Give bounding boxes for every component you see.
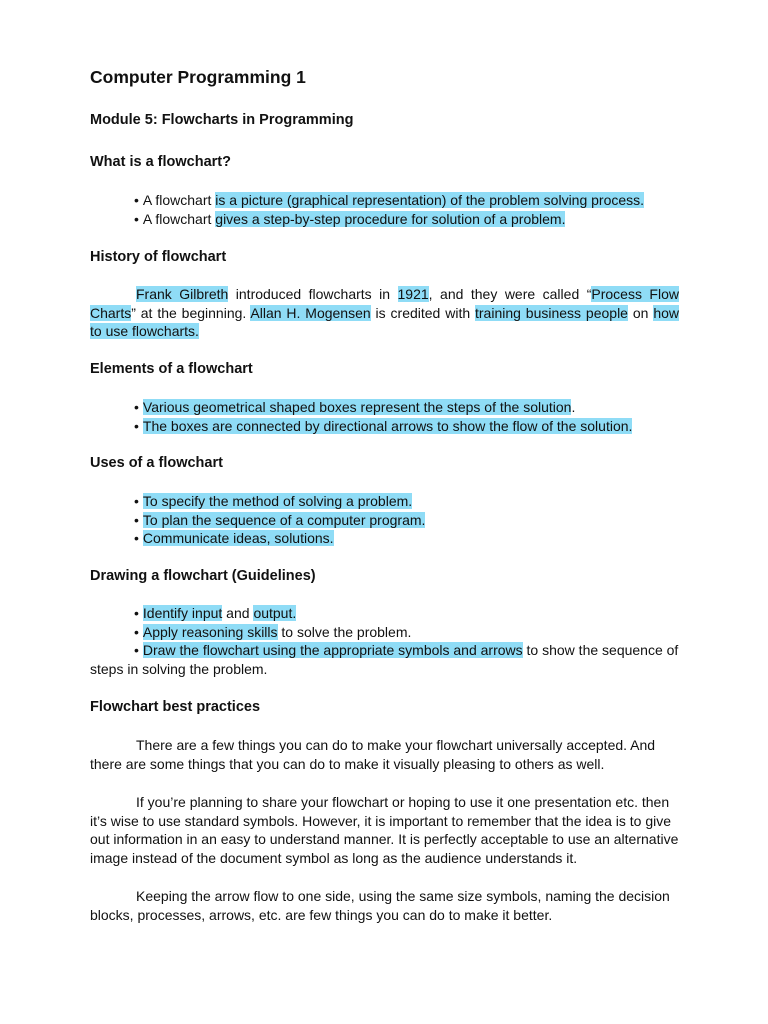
bullet-glyph: • (134, 511, 139, 528)
module-title: Module 5: Flowcharts in Programming (90, 112, 354, 128)
heading-best-practices: Flowchart best practices (90, 699, 261, 715)
list-item: • Various geometrical shaped boxes represent the steps of the solution. (134, 399, 576, 415)
uses-list (90, 492, 679, 548)
document-title: Computer Programming 1 (90, 67, 306, 87)
list-item: • The boxes are connected by directional arrows to show the flow of the solution. (134, 417, 633, 434)
bullet-glyph: • (134, 493, 139, 509)
heading-drawing: Drawing a flowchart (Guidelines) (90, 568, 316, 584)
heading-history: History of flowchart (90, 249, 227, 265)
history-paragraph: Frank Gilbreth introduced flowcharts in 1921, and they were called “Process Flow Charts” at the beginning. Allan H. Mogensen is credited with training business people on how to use flowcharts. (90, 286, 680, 340)
bullet-glyph: • (134, 530, 139, 547)
list-item: • Identify input and output. (134, 605, 297, 621)
list-item: • A flowchart is a picture (graphical representation) of the problem solving process. (134, 192, 645, 208)
bullet-glyph: • (134, 210, 139, 227)
heading-uses: Uses of a flowchart (90, 455, 223, 471)
list-item: • Apply reasoning skills to solve the problem. (134, 623, 412, 640)
elements-list (90, 398, 679, 435)
what-list (90, 191, 679, 228)
bullet-glyph: • (134, 417, 139, 434)
list-item: • Communicate ideas, solutions. (134, 530, 334, 547)
best-paragraph-3: Keeping the arrow flow to one side, using the same size symbols, naming the decision blocks, processes, arrows, etc. are few things you can do to make it better. (90, 888, 670, 923)
list-item: • To specify the method of solving a problem. (134, 493, 413, 509)
bullet-glyph: • (134, 623, 139, 640)
best-paragraph-2: If you’re planning to share your flowchart or hoping to use it one presentation etc. then it’s wise to use standard symbols. However, it is important to remember that the idea is to give out information in an easy to understand manner. It is perfectly acceptable to use an alternative image instead of the document symbol as long as the audience understands it. (90, 794, 679, 866)
list-item: • A flowchart gives a step-by-step procedure for solution of a problem. (134, 210, 566, 227)
best-paragraph-1: There are a few things you can do to make your flowchart universally accepted. And there are some things that you can do to make it visually pleasing to others as well. (90, 737, 656, 772)
bullet-glyph: • (134, 192, 139, 208)
drawing-list-short (90, 604, 679, 641)
bullet-glyph: • (134, 605, 139, 621)
bullet-glyph: • (134, 642, 139, 658)
heading-what-is-flowchart: What is a flowchart? (90, 154, 231, 170)
bullet-glyph: • (134, 399, 139, 415)
heading-elements: Elements of a flowchart (90, 361, 253, 377)
drawing-item-3: • Draw the flowchart using the appropriate symbols and arrows to show the sequence of steps in solving the problem. (90, 642, 679, 677)
list-item: • To plan the sequence of a computer program. (134, 511, 426, 528)
